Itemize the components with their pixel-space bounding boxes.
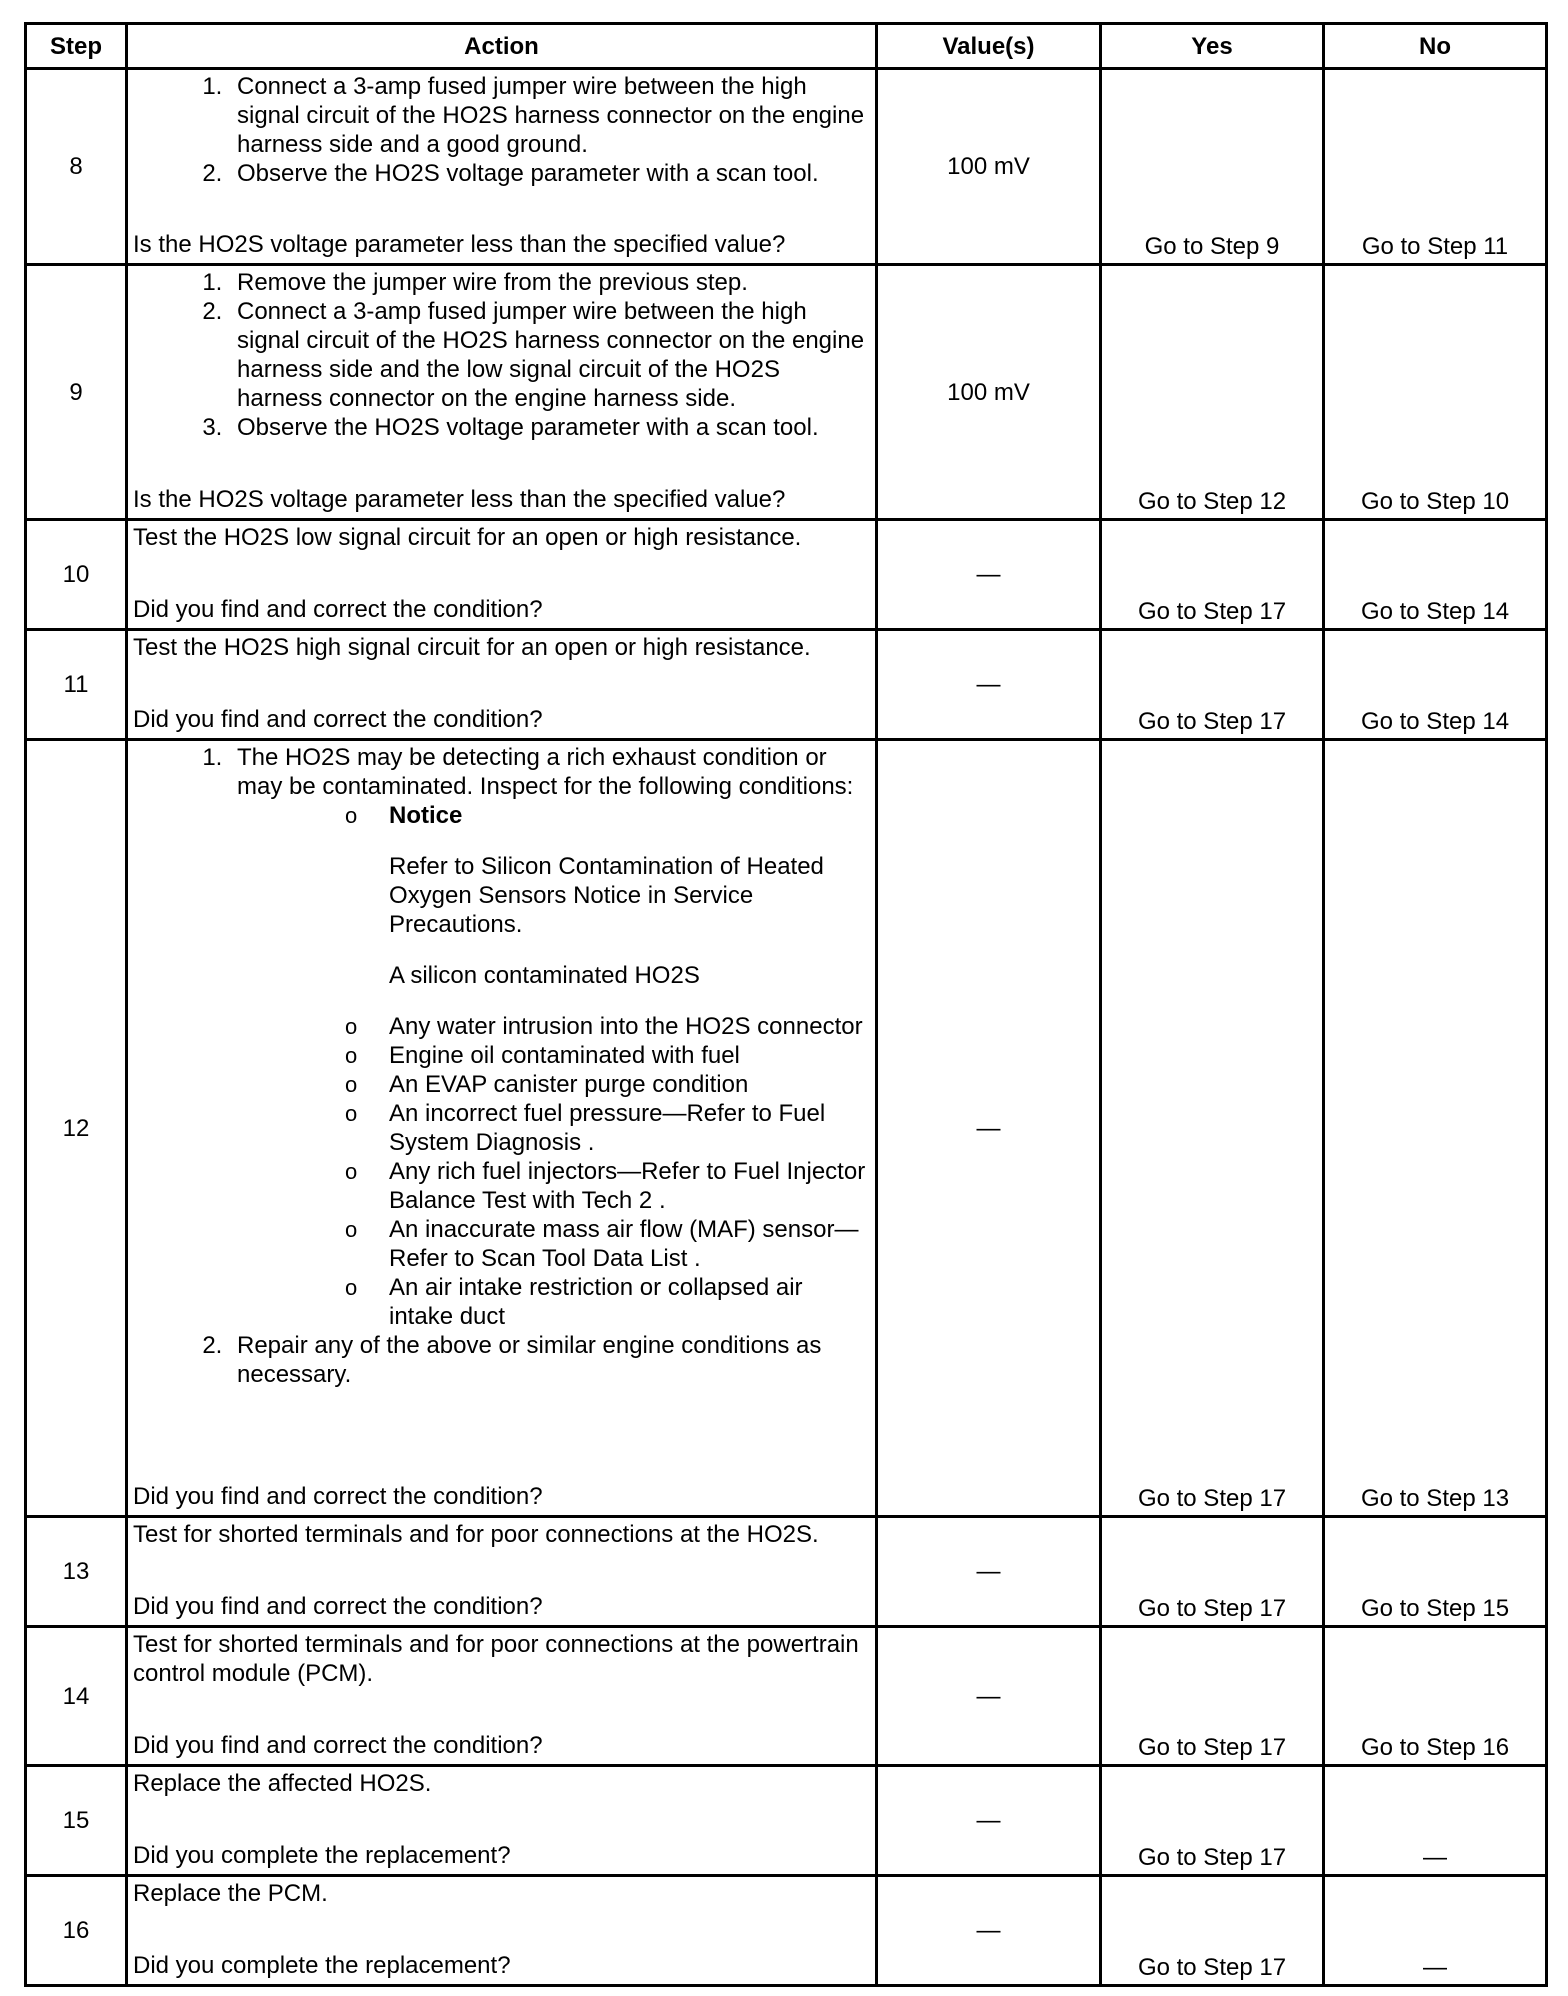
action-cell xyxy=(127,1627,877,1766)
notice-title: o Notice xyxy=(389,802,463,829)
step-number: 12 xyxy=(26,740,127,1517)
yes-link[interactable]: Go to Step 12 xyxy=(1137,488,1287,515)
yes-link[interactable]: Go to Step 17 xyxy=(1137,1595,1287,1622)
action-cell xyxy=(127,1876,877,1986)
no-link[interactable]: Go to Step 14 xyxy=(1360,708,1510,735)
no-cell xyxy=(1324,630,1547,740)
value-cell: 100 mV xyxy=(877,69,1101,265)
yes-link[interactable]: Go to Step 17 xyxy=(1137,1954,1287,1981)
question-text: Did you find and correct the condition? xyxy=(133,1593,543,1620)
no-link[interactable]: Go to Step 14 xyxy=(1360,598,1510,625)
no-link[interactable]: Go to Step 10 xyxy=(1360,488,1510,515)
action-text: Replace the affected HO2S. xyxy=(133,1770,432,1797)
header-no: No xyxy=(1324,24,1547,69)
table-row xyxy=(26,265,1547,520)
header-values: Value(s) xyxy=(877,24,1101,69)
value-cell: — xyxy=(877,630,1101,740)
yes-cell xyxy=(1101,520,1324,630)
table-row xyxy=(26,630,1547,740)
action-cell xyxy=(127,265,877,520)
yes-cell xyxy=(1101,1517,1324,1627)
action-list xyxy=(133,743,869,1389)
header-action: Action xyxy=(127,24,877,69)
action-cell xyxy=(127,1517,877,1627)
action-cell xyxy=(127,630,877,740)
condition-item: o An EVAP canister purge condition xyxy=(345,1070,869,1099)
question-text: Did you find and correct the condition? xyxy=(133,1732,543,1759)
yes-cell xyxy=(1101,740,1324,1517)
question-text: Did you complete the replacement? xyxy=(133,1952,511,1979)
no-link[interactable]: Go to Step 11 xyxy=(1361,233,1509,260)
step-number: 15 xyxy=(26,1766,127,1876)
value-cell: 100 mV xyxy=(877,265,1101,520)
value-cell: — xyxy=(877,1627,1101,1766)
value-cell: — xyxy=(877,740,1101,1517)
yes-link[interactable]: Go to Step 17 xyxy=(1137,1485,1287,1512)
table-row xyxy=(26,1766,1547,1876)
action-list xyxy=(133,72,869,188)
action-item-text: The HO2S may be detecting a rich exhaust condition or may be contaminated. Inspect for the following conditions: xyxy=(237,744,854,800)
no-link[interactable]: Go to Step 15 xyxy=(1360,1595,1510,1622)
step-number: 9 xyxy=(26,265,127,520)
action-cell xyxy=(127,1766,877,1876)
table-row xyxy=(26,69,1547,265)
value-cell: — xyxy=(877,1876,1101,1986)
no-link[interactable]: Go to Step 13 xyxy=(1360,1485,1510,1512)
no-cell xyxy=(1324,1766,1547,1876)
action-text: Test the HO2S high signal circuit for an open or high resistance. xyxy=(133,634,811,661)
no-cell xyxy=(1324,520,1547,630)
question-text: Did you find and correct the condition? xyxy=(133,706,543,733)
step-number: 14 xyxy=(26,1627,127,1766)
question-text: Did you complete the replacement? xyxy=(133,1842,511,1869)
action-cell xyxy=(127,740,877,1517)
notice-text: Refer to Silicon Contamination of Heated Oxygen Sensors Notice in Service Precautions. xyxy=(389,853,824,938)
header-step: Step xyxy=(26,24,127,69)
question-text: Did you find and correct the condition? xyxy=(133,1483,543,1510)
no-cell xyxy=(1324,1876,1547,1986)
value-cell: — xyxy=(877,1517,1101,1627)
action-item: 1. Remove the jumper wire from the previous step. xyxy=(229,268,869,297)
condition-item: o An inaccurate mass air flow (MAF) sensor—Refer to Scan Tool Data List . xyxy=(345,1215,869,1273)
header-row xyxy=(26,24,1547,69)
action-item: 2. Observe the HO2S voltage parameter with a scan tool. xyxy=(229,159,869,188)
conditions-list xyxy=(237,801,869,1331)
no-dash: — xyxy=(1423,1844,1447,1871)
action-text: Test the HO2S low signal circuit for an open or high resistance. xyxy=(133,524,802,551)
condition-item: o Any rich fuel injectors—Refer to Fuel Injector Balance Test with Tech 2 . xyxy=(345,1157,869,1215)
yes-cell xyxy=(1101,630,1324,740)
yes-link[interactable]: Go to Step 17 xyxy=(1137,598,1287,625)
yes-cell xyxy=(1101,265,1324,520)
notice-subtext: A silicon contaminated HO2S xyxy=(389,962,700,989)
no-cell xyxy=(1324,69,1547,265)
yes-link[interactable]: Go to Step 17 xyxy=(1137,1734,1287,1761)
action-text: Test for shorted terminals and for poor connections at the HO2S. xyxy=(133,1521,819,1548)
step-number: 16 xyxy=(26,1876,127,1986)
table-row xyxy=(26,520,1547,630)
step-number: 8 xyxy=(26,69,127,265)
diagnostic-steps-table xyxy=(24,22,1548,1987)
yes-cell xyxy=(1101,1766,1324,1876)
table-row xyxy=(26,1517,1547,1627)
condition-item: o An air intake restriction or collapsed air intake duct xyxy=(345,1273,869,1331)
table-row xyxy=(26,1627,1547,1766)
action-cell xyxy=(127,69,877,265)
question-text: Did you find and correct the condition? xyxy=(133,596,543,623)
yes-link[interactable]: Go to Step 9 xyxy=(1144,233,1280,260)
step-number: 11 xyxy=(26,630,127,740)
header-yes: Yes xyxy=(1101,24,1324,69)
value-cell: — xyxy=(877,1766,1101,1876)
yes-cell xyxy=(1101,1876,1324,1986)
action-cell xyxy=(127,520,877,630)
no-cell xyxy=(1324,740,1547,1517)
action-item xyxy=(229,743,869,1331)
no-cell xyxy=(1324,1517,1547,1627)
no-dash: — xyxy=(1423,1954,1447,1981)
table-row xyxy=(26,1876,1547,1986)
notice-item xyxy=(345,801,869,990)
question-text: Is the HO2S voltage parameter less than the specified value? xyxy=(133,486,786,513)
action-text: Replace the PCM. xyxy=(133,1880,328,1907)
action-item: 2. Repair any of the above or similar engine conditions as necessary. xyxy=(229,1331,869,1389)
condition-item: o An incorrect fuel pressure—Refer to Fuel System Diagnosis . xyxy=(345,1099,869,1157)
step-number: 10 xyxy=(26,520,127,630)
condition-item: o Engine oil contaminated with fuel xyxy=(345,1041,869,1070)
diagnostic-table-sheet xyxy=(24,22,1545,1981)
value-cell: — xyxy=(877,520,1101,630)
action-item: 1. Connect a 3-amp fused jumper wire between the high signal circuit of the HO2S harness connector on the engine harness side and a good ground. xyxy=(229,72,869,159)
action-item: 3. Observe the HO2S voltage parameter with a scan tool. xyxy=(229,413,869,442)
no-cell xyxy=(1324,1627,1547,1766)
yes-cell xyxy=(1101,69,1324,265)
condition-item: o Any water intrusion into the HO2S connector xyxy=(345,1012,869,1041)
action-item: 2. Connect a 3-amp fused jumper wire between the high signal circuit of the HO2S harness connector on the engine harness side and the low signal circuit of the HO2S harness connector on the engine harness side. xyxy=(229,297,869,413)
yes-link[interactable]: Go to Step 17 xyxy=(1137,708,1287,735)
step-number: 13 xyxy=(26,1517,127,1627)
no-cell xyxy=(1324,265,1547,520)
action-text: Test for shorted terminals and for poor connections at the powertrain control module (PCM). xyxy=(133,1631,859,1687)
yes-cell xyxy=(1101,1627,1324,1766)
table-row xyxy=(26,740,1547,1517)
action-list xyxy=(133,268,869,442)
question-text: Is the HO2S voltage parameter less than the specified value? xyxy=(133,231,786,258)
no-link[interactable]: Go to Step 16 xyxy=(1360,1734,1510,1761)
yes-link[interactable]: Go to Step 17 xyxy=(1137,1844,1287,1871)
